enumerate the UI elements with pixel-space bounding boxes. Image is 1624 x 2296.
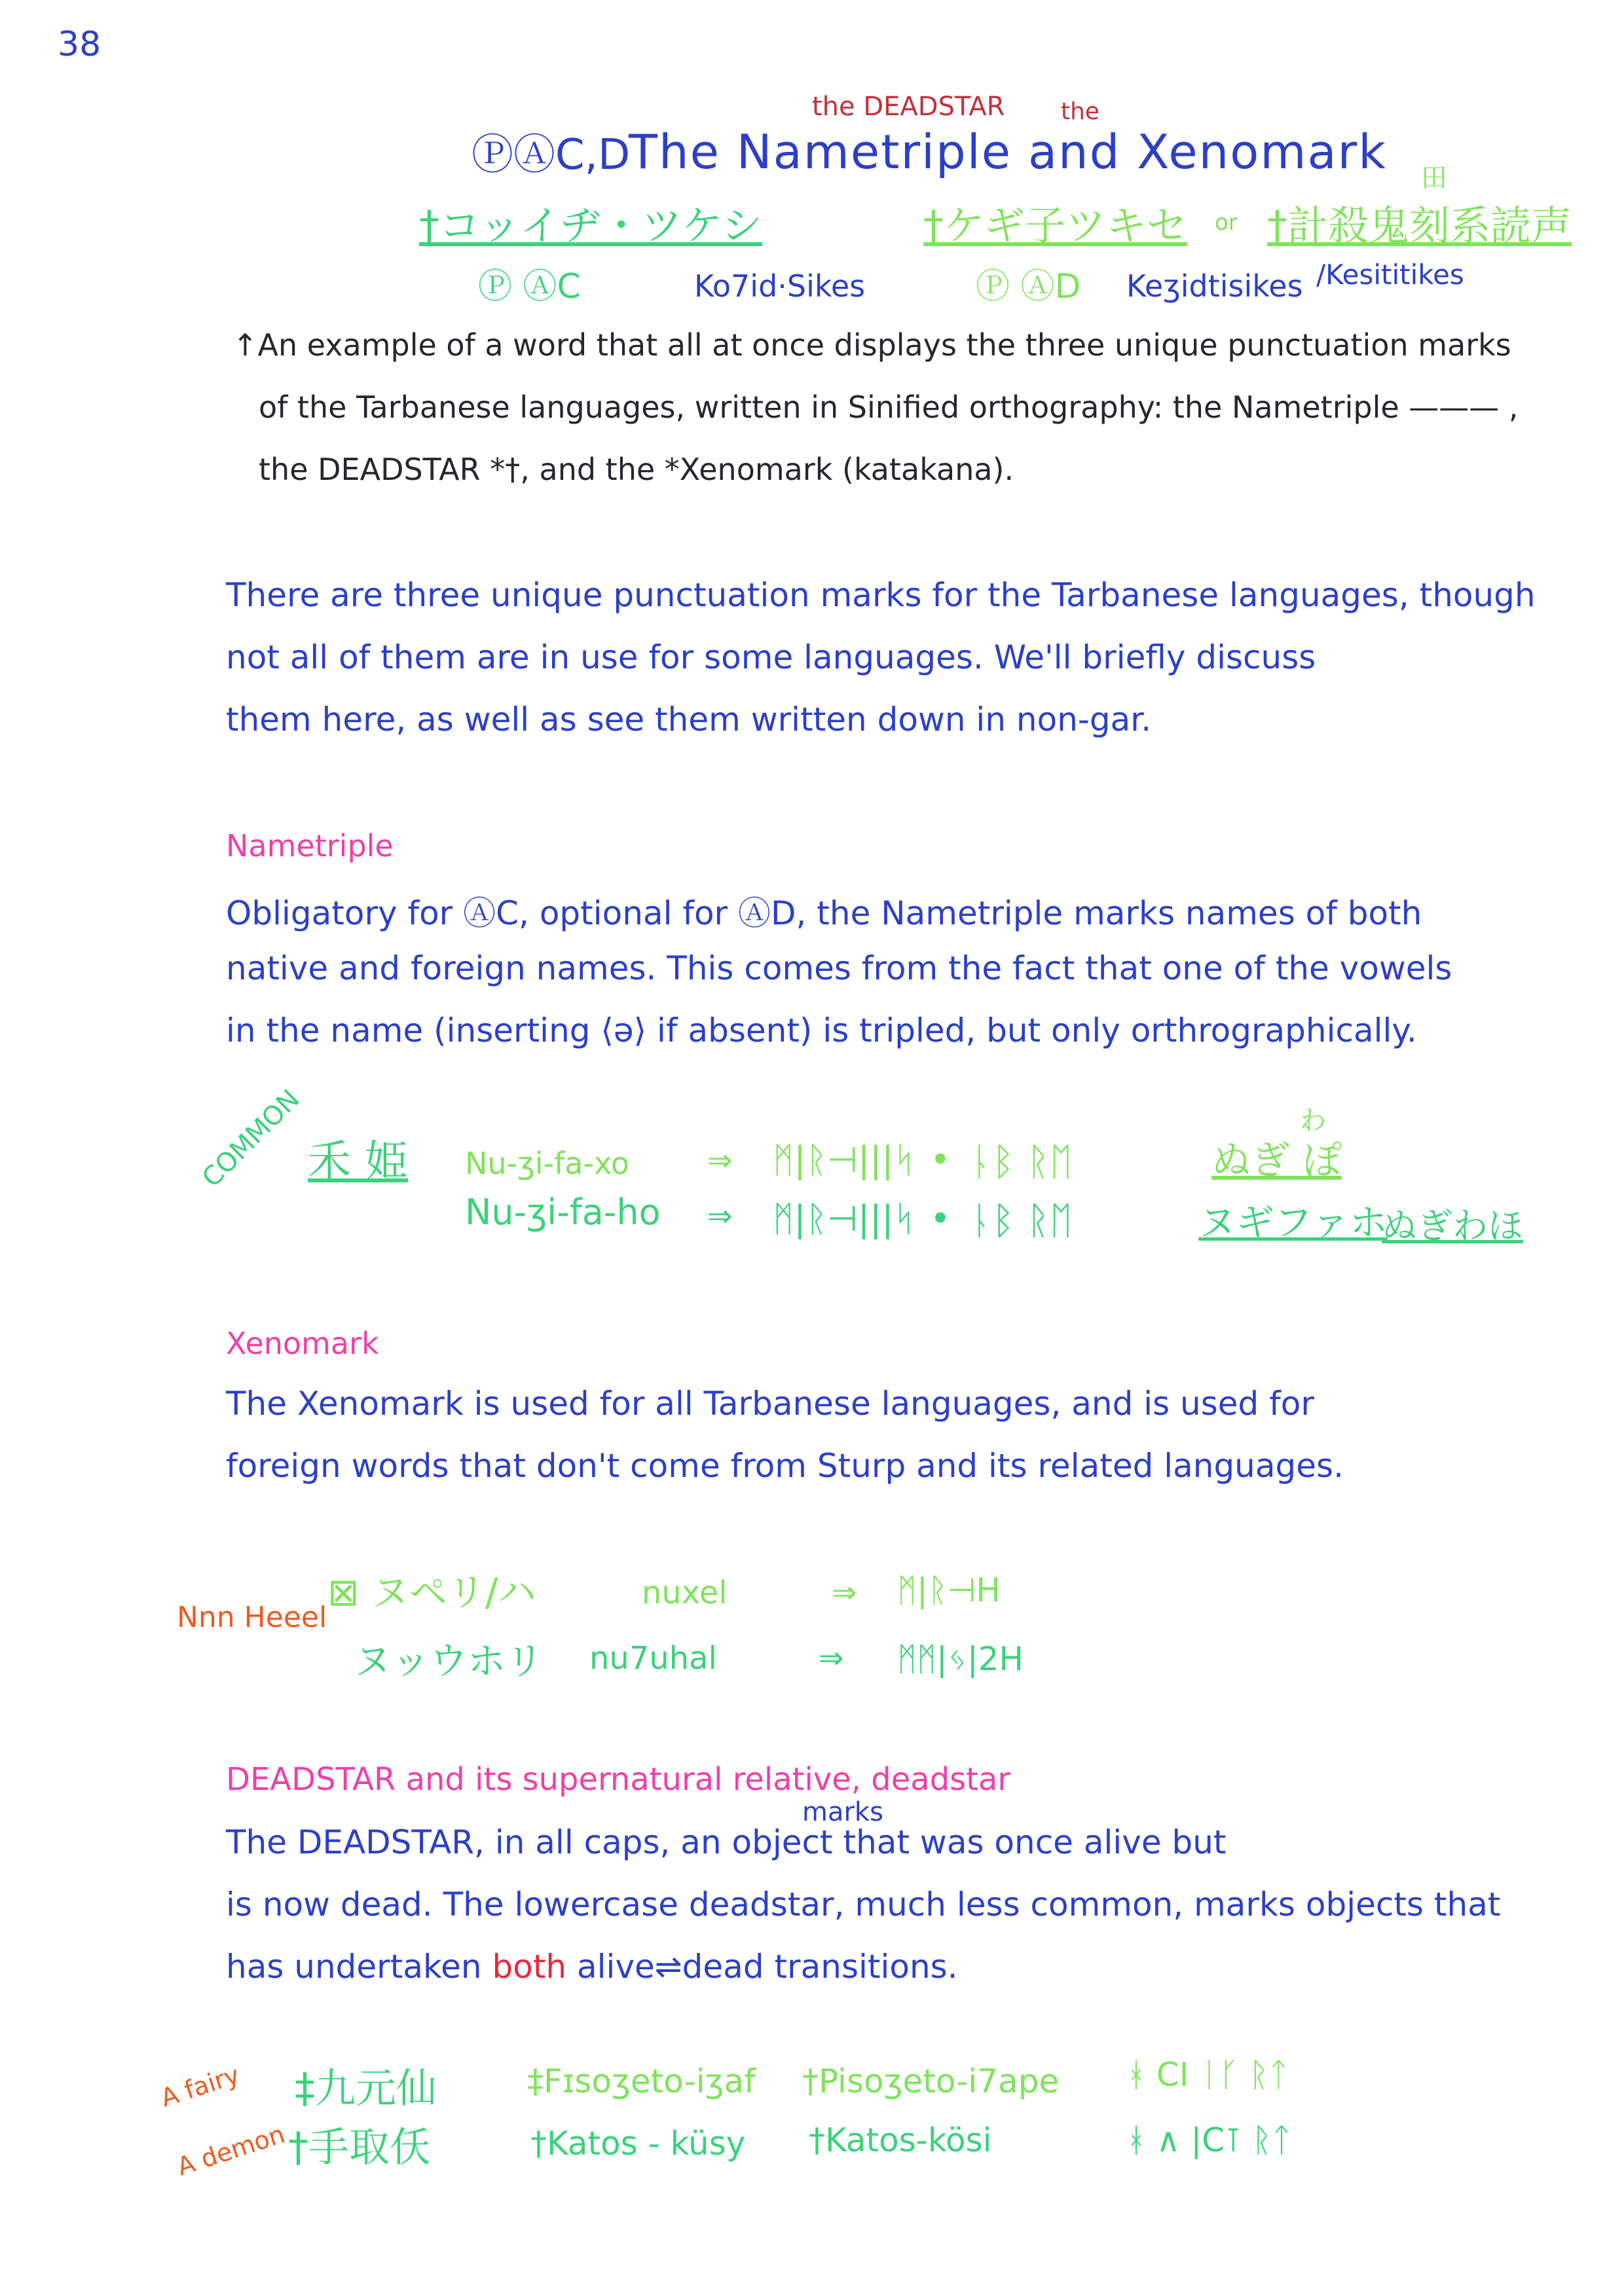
han-top-mark: 田 — [1421, 163, 1447, 193]
intro-line: them here, as well as see them written down in non-gar. — [226, 701, 1152, 738]
katakana-left: †コッイヂ・ツケシ — [419, 202, 762, 249]
nametriple-line: native and foreign names. This comes from the fact that one of the vowels — [226, 949, 1452, 987]
nametriple-line: Obligatory for ⒶC, optional for ⒶD, the Nametriple marks names of both — [226, 894, 1422, 932]
example-label-demon: A demon — [174, 2119, 289, 2181]
page-number: 38 — [58, 25, 101, 64]
example-roman: nuxel — [642, 1575, 728, 1611]
title-symbols: ⓅⒶC,D — [471, 131, 631, 179]
deadstar-line: is now dead. The lowercase deadstar, much less common, marks objects that — [226, 1886, 1501, 1923]
example-roman: †Pisoʒeto-i7ape — [802, 2062, 1060, 2100]
example-han: †手取仸 — [288, 2123, 431, 2171]
example-script: ᛗ|ᚱ⊣H — [897, 1571, 1001, 1609]
inserted-word: marks — [802, 1797, 883, 1827]
xenomark-line: The Xenomark is used for all Tarbanese languages, and is used for — [226, 1385, 1314, 1423]
dot-separator: • — [930, 1198, 951, 1239]
intro-line: not all of them are in use for some languages. We'll briefly discuss — [226, 638, 1316, 676]
example-roman: †Katos-kösi — [809, 2121, 992, 2159]
example-kana: ヌギファホ — [1198, 1200, 1388, 1245]
example-mark: ᚿᛒ ᚱᛖ — [969, 1139, 1073, 1184]
arrow-icon: ⇒ — [707, 1142, 733, 1178]
example-han: ‡九元仙 — [295, 2064, 437, 2112]
example-roman: nu7uhal — [589, 1640, 717, 1677]
example-kana: ヌッウホリ — [354, 1639, 544, 1683]
roman-left: Ko7id·Sikes — [694, 268, 866, 304]
example-roman: Nu-ʒi-fa-xo — [465, 1146, 630, 1181]
arrow-icon: ⇒ — [819, 1640, 844, 1675]
note-line: of the Tarbanese languages, written in Sinified orthography: the Nametriple ——— , — [259, 390, 1519, 425]
example-han: 禾 姫 — [308, 1136, 408, 1186]
or-word: or — [1215, 210, 1238, 236]
example-script: ᛗ|ᚱ⊣|||ᛋ — [773, 1198, 915, 1239]
emphasis-both: both — [492, 1948, 567, 1986]
note-line: the DEADSTAR *†, and the *Xenomark (katakana). — [259, 452, 1014, 487]
arrow-icon: ⇒ — [832, 1575, 857, 1610]
sub-left-symbols: Ⓟ ⒶC — [478, 267, 581, 306]
example-kana: ⊠ ヌペリ/ハ — [327, 1570, 536, 1614]
common-label: COMMON — [196, 1084, 306, 1194]
roman-right: Keʒidtisikes — [1126, 268, 1303, 304]
example-kana: ぬぎわほ — [1382, 1205, 1523, 1247]
nametriple-line: in the name (inserting ⟨ə⟩ if absent) is tripled, but only orthrographically. — [226, 1011, 1417, 1049]
example-label: Nnn Heeel — [177, 1601, 327, 1634]
dot-separator: • — [930, 1139, 951, 1180]
section-heading-nametriple: Nametriple — [226, 828, 394, 864]
example-roman: Nu-ʒi-fa-ho — [465, 1192, 661, 1233]
note-line: ↑An example of a word that all at once displays the three unique punctuation marks — [232, 327, 1511, 363]
example-roman: †Katos - küsy — [530, 2124, 746, 2162]
sub-right-symbols: Ⓟ ⒶD — [976, 267, 1081, 306]
above-deadstar-label: the DEADSTAR — [812, 92, 1005, 122]
section-heading-xenomark: Xenomark — [226, 1326, 379, 1361]
example-label-fairy: A fairy — [157, 2060, 243, 2113]
deadstar-line-part: alive⇌dead transitions. — [577, 1948, 958, 1986]
example-small-kana: わ — [1300, 1106, 1326, 1136]
section-heading-deadstar: DEADSTAR and its supernatural relative, deadstar — [226, 1761, 1011, 1798]
deadstar-line-part: has undertaken — [226, 1948, 482, 1986]
above-the-label: the — [1061, 98, 1100, 125]
page-title: The Nametriple and Xenomark — [629, 124, 1387, 179]
arrow-icon: ⇒ — [707, 1198, 733, 1233]
xenomark-line: foreign words that don't come from Sturp and its related languages. — [226, 1447, 1344, 1485]
example-roman: ‡Fɪsoʒeto-iʒaf — [527, 2062, 756, 2100]
deadstar-line: The DEADSTAR, in all caps, an object that was once alive but — [226, 1823, 1227, 1861]
example-script: ᚼ CI ᛁᚴ ᚱᛏ — [1126, 2056, 1289, 2094]
example-script: ᚼ ∧ |C⊺ ᚱᛏ — [1126, 2121, 1292, 2159]
roman-right-alt: /Kesititikes — [1316, 259, 1464, 291]
example-script: ᛗ|ᚱ⊣|||ᛋ — [773, 1139, 915, 1180]
example-script: ᛗᛗ|ᛃ|2H — [897, 1640, 1024, 1678]
katakana-right: †ケギ子ツキセ — [923, 202, 1188, 249]
example-kana: ぬぎ ぽ — [1211, 1138, 1342, 1184]
intro-line: There are three unique punctuation marks for the Tarbanese languages, though — [226, 576, 1536, 614]
deadstar-line — [226, 1948, 958, 1986]
han-right: †計殺鬼刻系読声 — [1267, 202, 1572, 249]
example-mark: ᚿᛒ ᚱᛖ — [969, 1198, 1073, 1243]
